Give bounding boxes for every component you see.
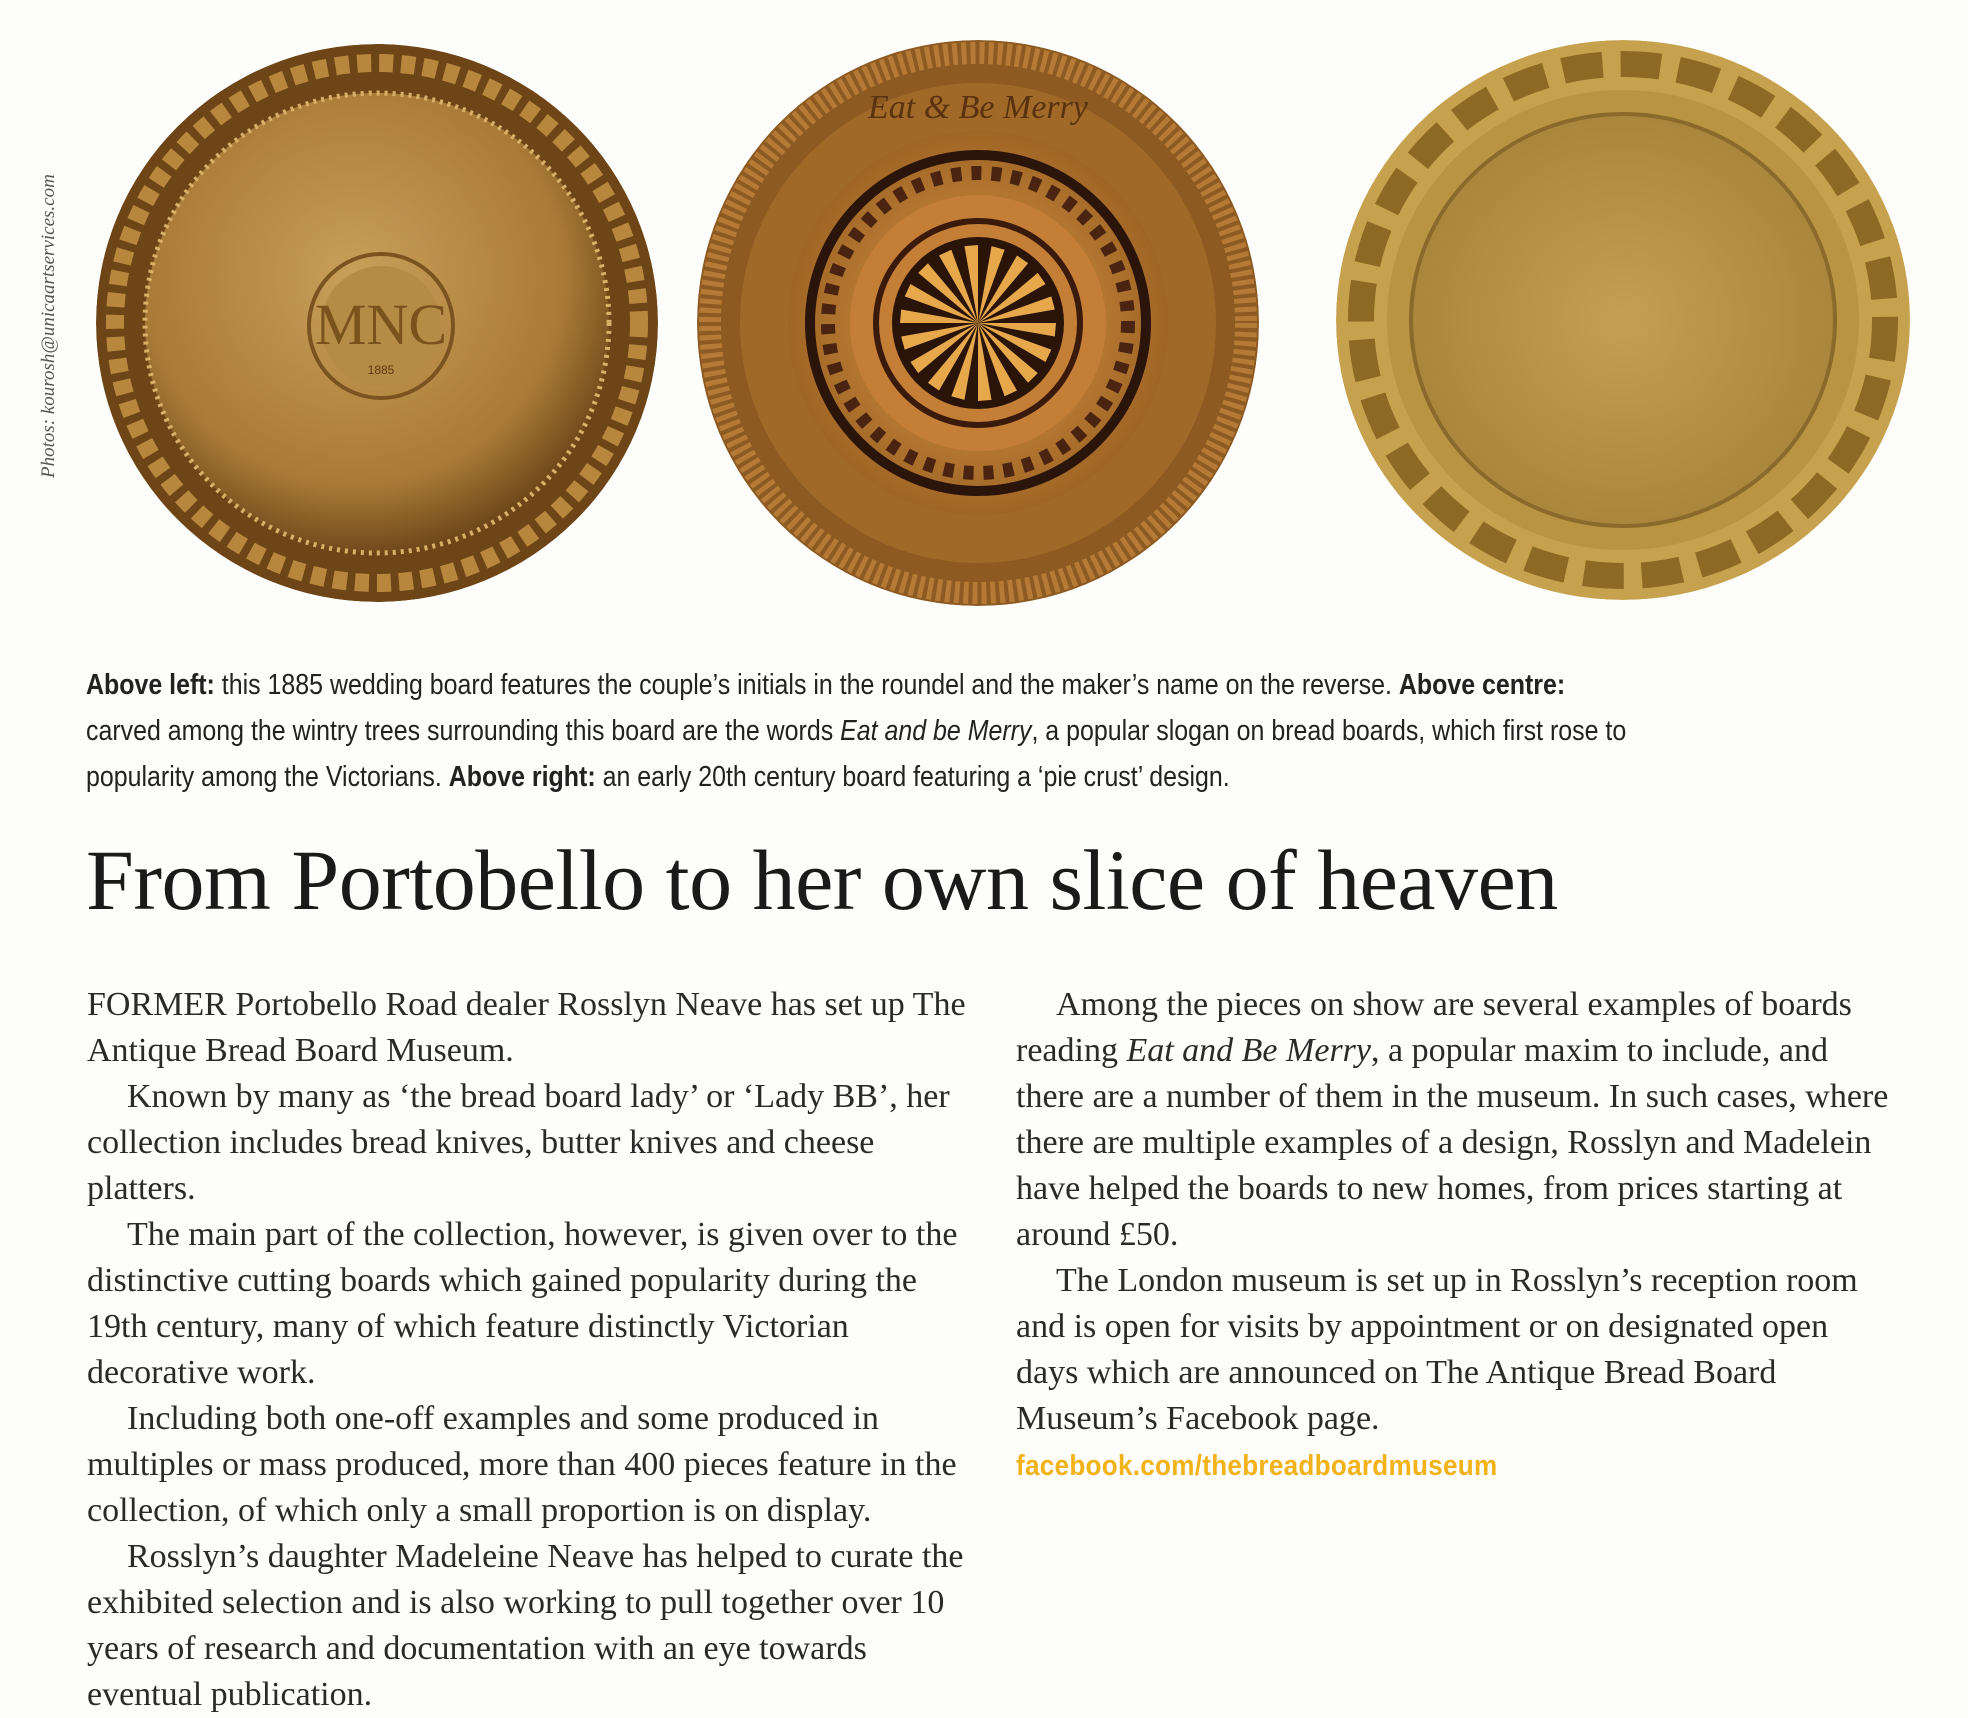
article-paragraph	[1016, 982, 1896, 1258]
paragraph-italic: Eat and Be Merry	[1126, 1032, 1371, 1069]
caption-label-centre: Above centre:	[1398, 669, 1566, 701]
article-column-right	[1016, 982, 1896, 1489]
facebook-link[interactable]: facebook.com/thebreadboardmuseum	[1016, 1450, 1498, 1482]
article-paragraph: Including both one-off examples and some produced in multiples or mass produced, more than 400 pieces feature in the collection, of which only a small proportion is on display.	[87, 1400, 957, 1529]
article-column-left	[87, 982, 967, 1718]
caption-label-right: Above right:	[448, 761, 596, 793]
image-caption	[86, 662, 1643, 800]
caption-label-left: Above left:	[86, 669, 215, 701]
wedding-board-image	[96, 44, 658, 602]
article-paragraph: Known by many as ‘the bread board lady’ or ‘Lady BB’, her collection includes bread knives, butter knives and cheese platters.	[87, 1078, 950, 1207]
article-paragraph: The main part of the collection, however, is given over to the distinctive cutting boards which gained popularity during the 19th century, many of which feature distinctly Victorian decorative work.	[87, 1216, 958, 1391]
article-headline: From Portobello to her own slice of heaven	[86, 832, 1558, 928]
board-inscription: Eat & Be Merry	[868, 89, 1088, 126]
caption-text-left: this 1885 wedding board features the couple’s initials in the roundel and the maker’s name on the reverse.	[214, 669, 1399, 701]
caption-italic-centre: Eat and be Merry	[840, 715, 1032, 747]
article-paragraph: The London museum is set up in Rosslyn’s reception room and is open for visits by appointment or on designated open days which are announced on The Antique Bread Board Museum’s Facebook page.	[1016, 1262, 1858, 1437]
eat-and-be-merry-board-image	[697, 40, 1259, 606]
caption-text-centre-1: carved among the wintry trees surrounding this board are the words	[86, 715, 841, 747]
article-paragraph: FORMER Portobello Road dealer Rosslyn Neave has set up The Antique Bread Board Museum.	[87, 986, 966, 1069]
paragraph-text: , a popular maxim to include, and there are a number of them in the museum. In such cases, where there are multiple examples of a design, Rosslyn and Madelein have helped the boards to new homes, from prices starting at around £50.	[1016, 1032, 1889, 1253]
board-year: 1885	[367, 363, 395, 377]
paragraph-text: Among the pieces on show are several examples of boards reading	[1016, 986, 1852, 1069]
photo-credit: Photos: kourosh@unicaartservices.com	[38, 174, 59, 478]
caption-text-centre-2: , a popular slogan on bread boards, which first rose to popularity among the Victorians.	[86, 715, 1627, 793]
board-monogram: MNC	[314, 292, 448, 357]
caption-text-right: an early 20th century board featuring a ‘pie crust’ design.	[595, 761, 1230, 793]
pie-crust-board-image	[1336, 40, 1910, 600]
article-paragraph: Rosslyn’s daughter Madeleine Neave has helped to curate the exhibited selection and is also working to pull together over 10 years of research and documentation with an eye towards eventual publication.	[87, 1538, 964, 1713]
